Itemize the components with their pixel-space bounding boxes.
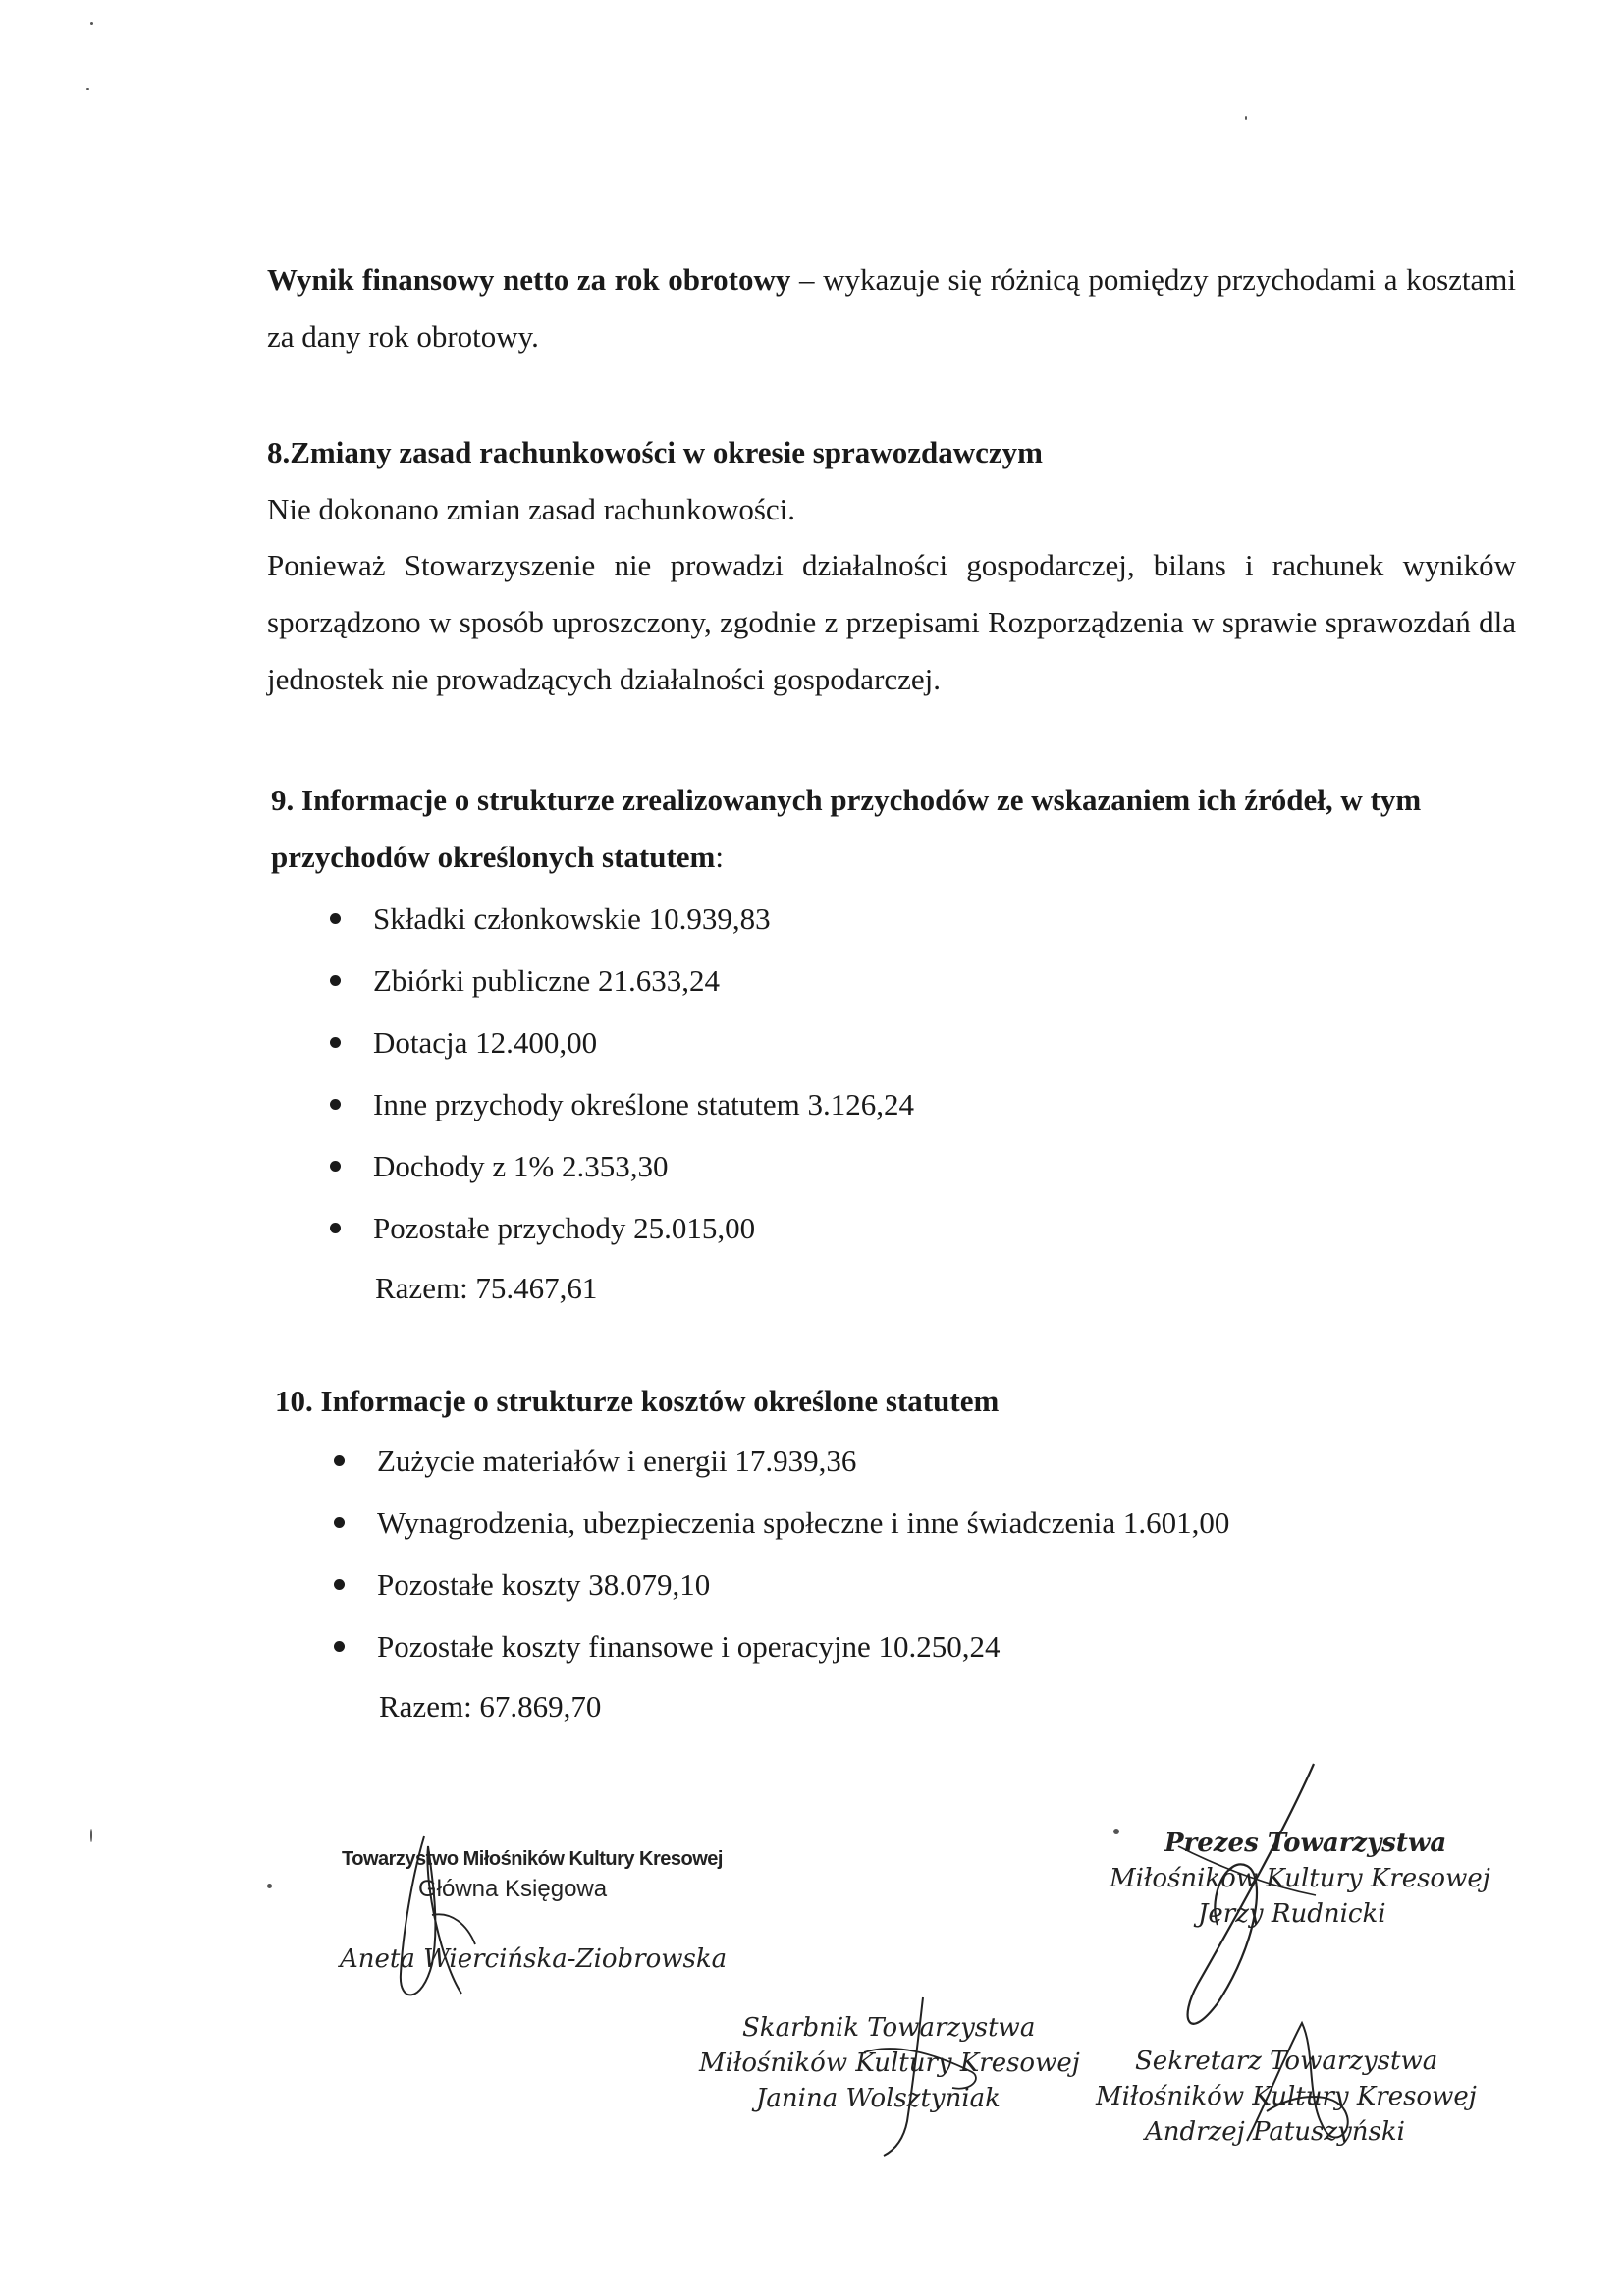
intro-term: Wynik finansowy netto za rok obrotowy — [267, 262, 791, 297]
intro-paragraph — [267, 251, 1516, 365]
section-8-heading: 8.Zmiany zasad rachunkowości w okresie sprawozdawczym — [267, 435, 1043, 469]
scan-speck — [90, 1829, 92, 1842]
bullet-icon — [334, 1579, 345, 1590]
list-item: Zbiórki publiczne 21.633,24 — [373, 950, 914, 1011]
list-item: Pozostałe koszty 38.079,10 — [377, 1554, 1229, 1615]
bullet-icon — [330, 1037, 341, 1048]
accountant-role-stamp: Główna Księgowa — [418, 1876, 608, 1902]
intro-text: – wykazuje się różnicą pomiędzy przychodami a kosztami za dany rok obrotowy. — [267, 262, 1516, 354]
bullet-icon — [334, 1517, 345, 1528]
list-item: Inne przychody określone statutem 3.126,24 — [373, 1073, 914, 1135]
president-title: Prezes Towarzystwa — [1164, 1829, 1447, 1858]
scan-speck — [90, 22, 93, 25]
bullet-icon — [330, 1099, 341, 1110]
secretary-title: Sekretarz Towarzystwa — [1135, 2047, 1438, 2076]
section-8-paragraph: Ponieważ Stowarzyszenie nie prowadzi działalności gospodarczej, bilans i rachunek wyników sporządzono w sposób uproszczony, zgodnie z przepisami Rozporządzenia w sprawie sprawozdań dla jednostek nie prowadzących działalności gospodarczej. — [267, 548, 1516, 696]
treasurer-name: Janina Wolsztyniak — [756, 2084, 1001, 2113]
section-8-line: Nie dokonano zmian zasad rachunkowości. — [267, 492, 796, 526]
president-org: Miłośników Kultury Kresowej — [1110, 1864, 1490, 1893]
bullet-icon — [330, 1161, 341, 1172]
section-10-heading: 10. Informacje o strukturze kosztów określone statutem — [275, 1384, 1000, 1418]
section-9-heading-line2: przychodów określonych statutem: — [271, 840, 724, 874]
bullet-icon — [330, 1223, 341, 1233]
bullet-icon — [330, 975, 341, 986]
list-item: Pozostałe koszty finansowe i operacyjne 10.250,24 — [377, 1615, 1229, 1677]
accountant-name: Aneta Wiercińska-Ziobrowska — [340, 1944, 728, 1974]
scan-speck — [86, 88, 89, 90]
scan-speck — [267, 1884, 272, 1888]
income-list — [373, 888, 914, 1259]
treasurer-title: Skarbnik Towarzystwa — [742, 2013, 1036, 2043]
accountant-signature — [373, 1817, 481, 2013]
list-item: Składki członkowskie 10.939,83 — [373, 888, 914, 950]
president-signature — [1119, 1758, 1335, 2052]
costs-list — [377, 1430, 1229, 1677]
list-item: Pozostałe przychody 25.015,00 — [373, 1197, 914, 1259]
secretary-signature — [1208, 2013, 1365, 2160]
income-total: Razem: 75.467,61 — [375, 1271, 598, 1305]
list-item: Wynagrodzenia, ubezpieczenia społeczne i inne świadczenia 1.601,00 — [377, 1492, 1229, 1554]
costs-total: Razem: 67.869,70 — [379, 1689, 602, 1723]
scan-speck — [1113, 1829, 1119, 1834]
list-item: Dochody z 1% 2.353,30 — [373, 1135, 914, 1197]
list-item: Dotacja 12.400,00 — [373, 1011, 914, 1073]
president-name: Jerzy Rudnicki — [1198, 1899, 1386, 1929]
bullet-icon — [334, 1641, 345, 1652]
scan-speck — [1245, 116, 1247, 120]
secretary-name: Andrzej Patuszyński — [1145, 2117, 1405, 2147]
treasurer-org: Miłośników Kultury Kresowej — [699, 2049, 1080, 2078]
section-9-heading-line1: 9. Informacje o strukturze zrealizowanych przychodów ze wskazaniem ich źródeł, w tym — [271, 783, 1422, 817]
bullet-icon — [334, 1455, 345, 1466]
treasurer-signature — [825, 1994, 1001, 2160]
list-item: Zużycie materiałów i energii 17.939,36 — [377, 1430, 1229, 1492]
secretary-org: Miłośników Kultury Kresowej — [1096, 2082, 1477, 2111]
bullet-icon — [330, 913, 341, 924]
accountant-org-stamp: Towarzystwo Miłośników Kultury Kresowej — [342, 1848, 723, 1870]
section-9-heading — [271, 772, 1421, 886]
